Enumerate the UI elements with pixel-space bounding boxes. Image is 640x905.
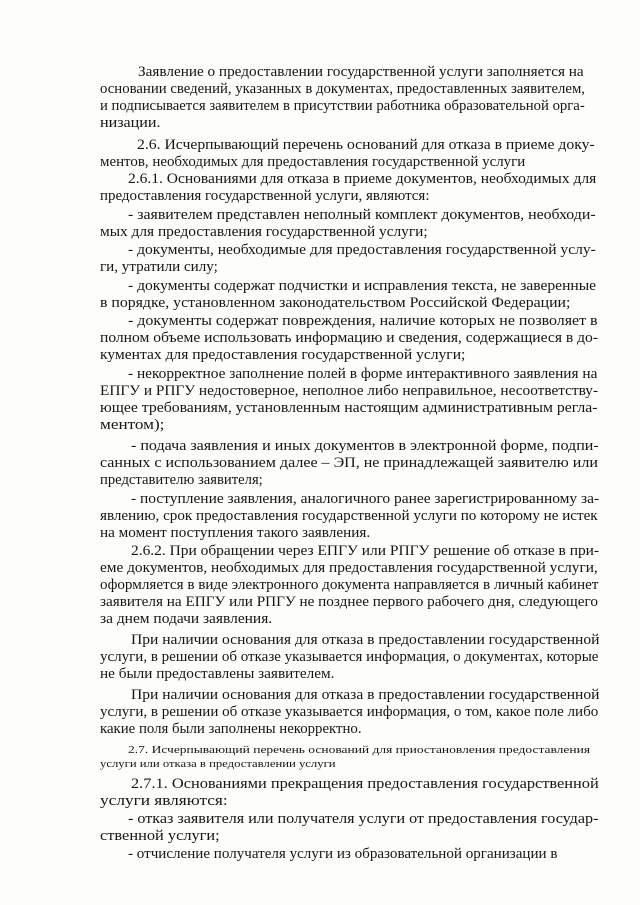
text-line: Заявление о предоставлении государственной услуги заполняется на bbox=[138, 64, 584, 80]
text-line: еме документов, необходимых для предоставления государственной услуги, bbox=[100, 560, 598, 576]
text-line: оформляется в виде электронного документа направляется в личный кабинет bbox=[100, 577, 599, 593]
text-line: услуги, в решении об отказе указывается информация, о том, какое поле либо bbox=[100, 704, 599, 720]
text-line: в порядке, установленном законодательством Российской Федерации; bbox=[100, 295, 571, 311]
text-line: явлению, срок предоставления государственной услуги по которому не истек bbox=[100, 508, 598, 524]
text-line: При наличии основания для отказа в предоставлении государственной bbox=[131, 632, 600, 648]
text-line: услуги, в решении об отказе указывается информация, о документах, которые bbox=[100, 649, 599, 665]
text-line: не были предоставлены заявителем. bbox=[100, 666, 335, 682]
text-line: - документы содержат подчистки и исправления текста, не заверенные bbox=[128, 278, 597, 294]
text-line: 2.6.2. При обращении через ЕПГУ или РПГУ решение об отказе в при- bbox=[131, 543, 600, 559]
text-line: мых для предоставления государственной услуги; bbox=[100, 224, 428, 240]
text-line: низации. bbox=[100, 115, 161, 131]
text-line: ющее требованиям, установленным настоящим административным регла- bbox=[100, 400, 598, 416]
text-line: - отказ заявителя или получателя услуги от предоставления государ- bbox=[128, 811, 599, 827]
text-line: - поступление заявления, аналогичного ранее зарегистрированному за- bbox=[131, 491, 600, 507]
text-line: ментом); bbox=[100, 417, 165, 433]
text-line: на момент поступления такого заявления. bbox=[100, 525, 371, 541]
text-line: кументах для предоставления государственной услуги; bbox=[100, 347, 466, 363]
text-line: заявителя на ЕПГУ или РПГУ не позднее первого рабочего дня, следующего bbox=[100, 594, 598, 610]
text-line: основании сведений, указанных в документах, предоставленных заявителем, bbox=[100, 81, 585, 97]
text-line: 2.7. Исчерпывающий перечень оснований для приостановления предоставления bbox=[128, 744, 591, 756]
text-line: При наличии основания для отказа в предоставлении государственной bbox=[131, 687, 600, 703]
text-line: и подписывается заявителем в присутствии работника образовательной орга- bbox=[100, 98, 585, 114]
text-line: 2.6.1. Основаниями для отказа в приеме документов, необходимых для bbox=[128, 171, 597, 187]
text-line: 2.7.1. Основаниями прекращения предоставления государственной bbox=[131, 776, 599, 792]
text-line: - подача заявления и иных документов в электронной форме, подпи- bbox=[131, 438, 599, 454]
text-line: предоставления государственной услуги, являются: bbox=[100, 188, 430, 204]
text-line: ЕПГУ и РПГУ недостоверное, неполное либо неправильное, несоответству- bbox=[100, 383, 599, 399]
text-line: за днем подачи заявления. bbox=[100, 611, 273, 627]
text-line: представителю заявителя; bbox=[100, 472, 263, 488]
text-line: - заявителем представлен неполный комплект документов, необходи- bbox=[128, 207, 596, 223]
text-line: ственной услуги; bbox=[100, 828, 220, 844]
text-line: полном объеме использовать информацию и сведения, содержащиеся в до- bbox=[100, 330, 598, 346]
text-line: 2.6. Исчерпывающий перечень оснований для отказа в приеме доку- bbox=[137, 137, 595, 153]
text-line: услуги или отказа в предоставлении услуги bbox=[100, 758, 336, 770]
text-line: услуги являются: bbox=[100, 793, 228, 809]
text-line: - документы содержат повреждения, наличие которых не позволяет в bbox=[128, 313, 598, 329]
text-line: какие поля были заполнены некорректно. bbox=[100, 721, 362, 737]
text-line: ги, утратили силу; bbox=[100, 259, 218, 275]
text-line: санных с использованием далее – ЭП, не принадлежащей заявителю или bbox=[100, 455, 598, 471]
text-line: - документы, необходимые для предоставления государственной услу- bbox=[128, 242, 596, 258]
text-line: - отчисление получателя услуги из образовательной организации в bbox=[128, 846, 558, 862]
text-line: - некорректное заполнение полей в форме интерактивного заявления на bbox=[128, 366, 598, 382]
text-line: ментов, необходимых для предоставления государственной услуги bbox=[100, 154, 526, 170]
